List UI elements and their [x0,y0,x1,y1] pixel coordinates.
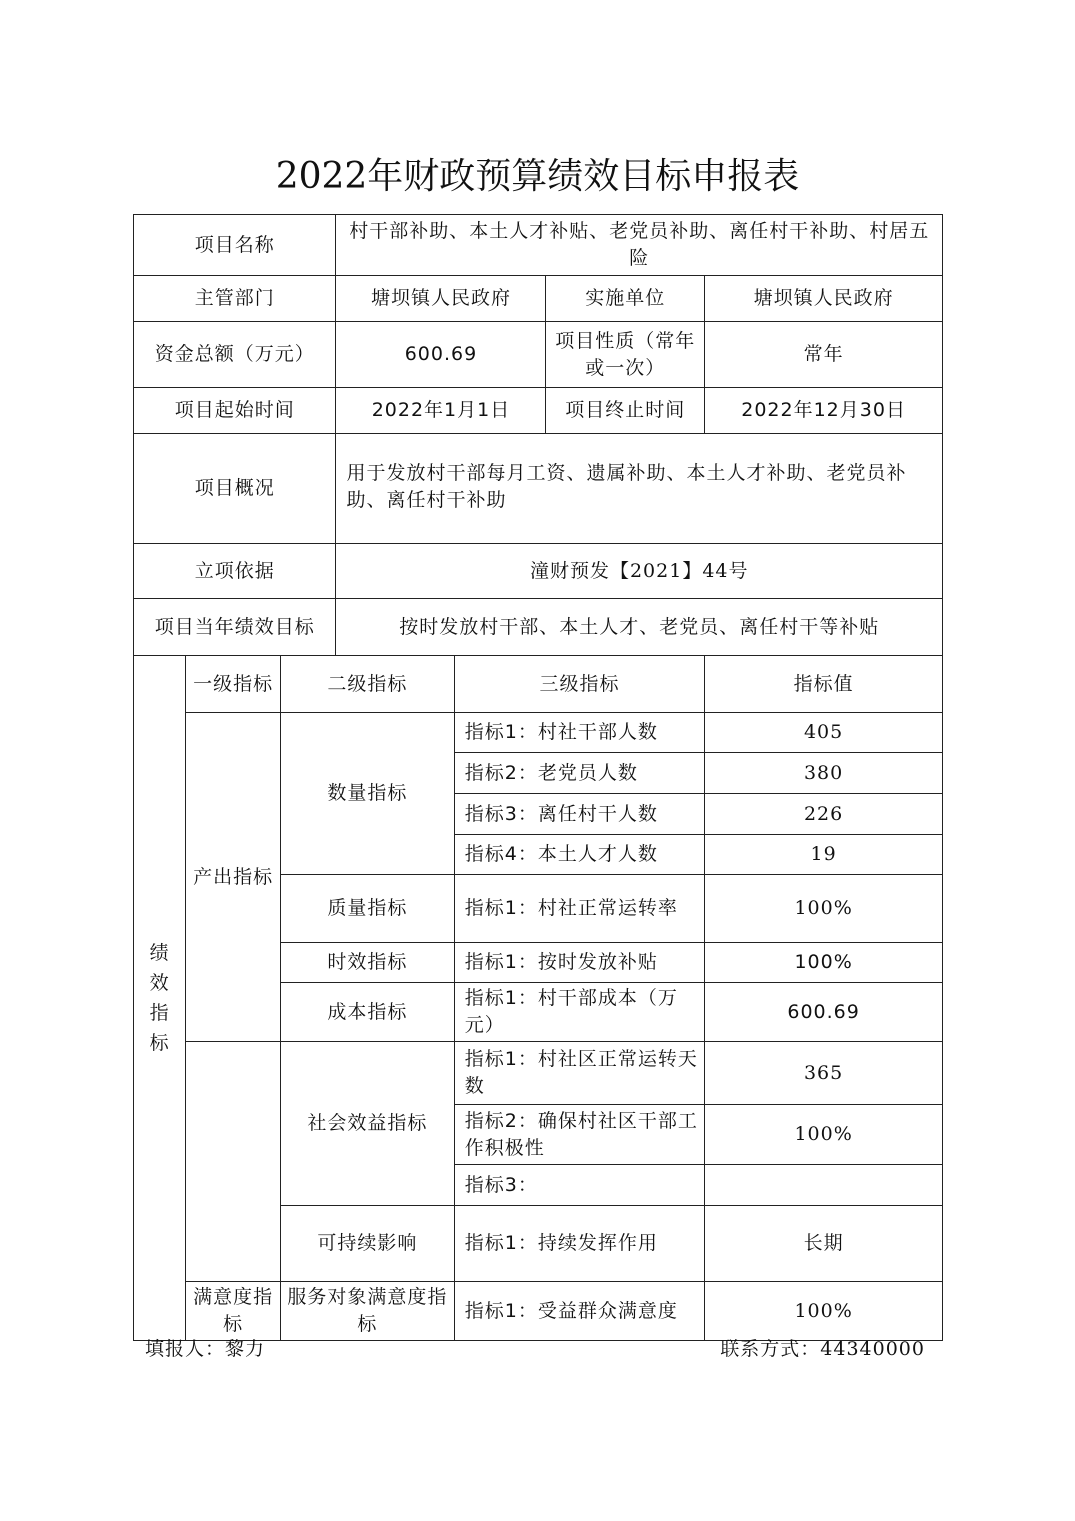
basis-label: 立项依据 [134,544,336,599]
project-name-value: 村干部补助、本土人才补贴、老党员补助、离任村干补助、村居五险 [336,215,943,276]
end-value: 2022年12月30日 [705,388,943,434]
contact-info: 联系方式：44340000 [720,1338,925,1360]
social-indicator-value: 100% [705,1105,943,1165]
quality-indicators-label: 质量指标 [281,875,455,943]
sustainability-indicator-value: 长期 [705,1206,943,1282]
goal-label: 项目当年绩效目标 [134,599,336,656]
fund-label: 资金总额（万元） [134,322,336,388]
time-indicator-value: 100% [705,943,943,983]
goal-value: 按时发放村干部、本土人才、老党员、离任村干等补贴 [336,599,943,656]
filler-name: 填报人：黎力 [145,1338,266,1360]
social-indicator-value: 365 [705,1042,943,1105]
overview-label: 项目概况 [134,434,336,544]
social-benefit-label: 社会效益指标 [281,1042,455,1206]
page-title: 2022年财政预算绩效目标申报表 [275,156,800,197]
basis-value: 潼财预发【2021】44号 [336,544,943,599]
quantity-indicator-name: 指标1：村社干部人数 [454,713,704,753]
quantity-indicator-value: 226 [705,794,943,835]
header-level3: 三级指标 [454,656,704,713]
quantity-indicator-name: 指标2：老党员人数 [454,753,704,794]
cost-indicator-name: 指标1：村干部成本（万元） [454,983,704,1042]
start-label: 项目起始时间 [134,388,336,434]
quantity-indicator-name: 指标3：离任村干人数 [454,794,704,835]
header-value: 指标值 [705,656,943,713]
satisfaction-indicator-value: 100% [705,1282,943,1341]
dept-value: 塘坝镇人民政府 [336,276,546,322]
header-level1: 一级指标 [186,656,281,713]
time-indicator-name: 指标1：按时发放补贴 [454,943,704,983]
nature-value: 常年 [705,322,943,388]
performance-indicators-label: 绩 效 指 标 [134,656,186,1341]
overview-value: 用于发放村干部每月工资、遗属补助、本土人才补助、老党员补助、离任村干补助 [336,434,943,544]
nature-label: 项目性质（常年或一次） [546,322,705,388]
dept-label: 主管部门 [134,276,336,322]
sustainability-label: 可持续影响 [281,1206,455,1282]
impl-label: 实施单位 [546,276,705,322]
satisfaction-level1-label: 满意度指标 [186,1282,281,1341]
end-label: 项目终止时间 [546,388,705,434]
cost-indicators-label: 成本指标 [281,983,455,1042]
output-indicators-label: 产出指标 [186,713,281,1042]
budget-table [133,214,943,1341]
effect-indicators-cell [186,1042,281,1282]
quantity-indicator-value: 19 [705,835,943,875]
impl-value: 塘坝镇人民政府 [705,276,943,322]
cost-indicator-value: 600.69 [705,983,943,1042]
quantity-indicator-value: 380 [705,753,943,794]
social-indicator-name: 指标2：确保村社区干部工作积极性 [454,1105,704,1165]
header-level2: 二级指标 [281,656,455,713]
satisfaction-level2-label: 服务对象满意度指标 [281,1282,455,1341]
social-indicator-name: 指标3： [454,1165,704,1206]
quantity-indicator-name: 指标4：本土人才人数 [454,835,704,875]
social-indicator-name: 指标1：村社区正常运转天数 [454,1042,704,1105]
quantity-indicator-value: 405 [705,713,943,753]
time-indicators-label: 时效指标 [281,943,455,983]
fund-value: 600.69 [336,322,546,388]
start-value: 2022年1月1日 [336,388,546,434]
quality-indicator-value: 100% [705,875,943,943]
social-indicator-value [705,1165,943,1206]
sustainability-indicator-name: 指标1：持续发挥作用 [454,1206,704,1282]
project-name-label: 项目名称 [134,215,336,276]
quality-indicator-name: 指标1：村社正常运转率 [454,875,704,943]
satisfaction-indicator-name: 指标1：受益群众满意度 [454,1282,704,1341]
quantity-indicators-label: 数量指标 [281,713,455,875]
